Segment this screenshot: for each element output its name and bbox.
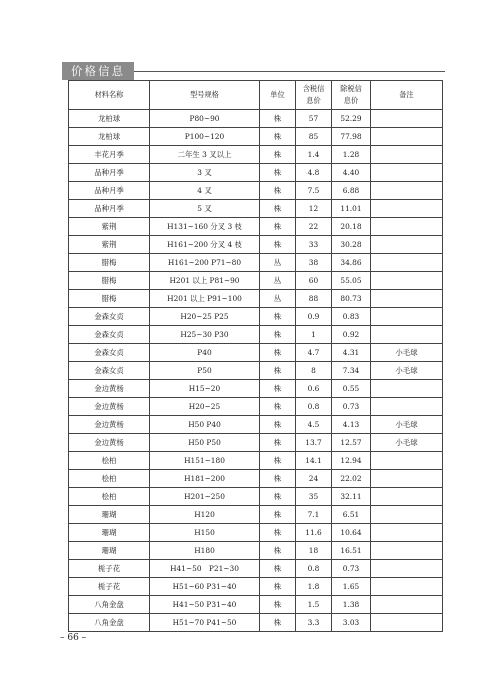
table-row — [69, 344, 443, 362]
cell-tax-excl-price: 10.64 — [332, 524, 371, 542]
section-divider — [134, 71, 445, 72]
header-tax-excl-price: 除税信息价 — [332, 81, 371, 110]
cell-unit: 株 — [260, 524, 296, 542]
price-table — [68, 80, 443, 632]
cell-tax-incl-price: 3.3 — [296, 614, 332, 632]
cell-tax-excl-price: 0.73 — [332, 560, 371, 578]
cell-unit: 株 — [260, 542, 296, 560]
table-row — [69, 326, 443, 344]
cell-material-name: 金边黄杨 — [69, 416, 150, 434]
cell-material-name: 八角金盘 — [69, 614, 150, 632]
cell-tax-incl-price: 14.1 — [296, 452, 332, 470]
cell-material-name: 腊梅 — [69, 272, 150, 290]
cell-tax-excl-price: 4.13 — [332, 416, 371, 434]
cell-material-name: 金森女贞 — [69, 308, 150, 326]
table-row — [69, 488, 443, 506]
cell-spec: H50 P50 — [150, 434, 260, 452]
cell-spec: H180 — [150, 542, 260, 560]
cell-tax-excl-price: 55.05 — [332, 272, 371, 290]
cell-spec: H161~200 分叉 4 枝 — [150, 236, 260, 254]
table-row — [69, 434, 443, 452]
cell-spec: H20~25 — [150, 398, 260, 416]
table-row — [69, 110, 443, 128]
cell-spec: H201 以上 P91~100 — [150, 290, 260, 308]
cell-spec: P80~90 — [150, 110, 260, 128]
cell-note — [371, 380, 443, 398]
cell-tax-excl-price: 32.11 — [332, 488, 371, 506]
cell-tax-incl-price: 7.1 — [296, 506, 332, 524]
cell-tax-excl-price: 52.29 — [332, 110, 371, 128]
cell-note: 小毛球 — [371, 434, 443, 452]
cell-unit: 株 — [260, 128, 296, 146]
cell-unit: 株 — [260, 326, 296, 344]
cell-spec: H161~200 P71~80 — [150, 254, 260, 272]
cell-unit: 株 — [260, 560, 296, 578]
table-row — [69, 128, 443, 146]
cell-note — [371, 290, 443, 308]
cell-tax-incl-price: 38 — [296, 254, 332, 272]
cell-tax-excl-price: 1.28 — [332, 146, 371, 164]
cell-unit: 丛 — [260, 254, 296, 272]
cell-material-name: 腊梅 — [69, 254, 150, 272]
cell-tax-excl-price: 22.02 — [332, 470, 371, 488]
cell-tax-excl-price: 12.57 — [332, 434, 371, 452]
cell-note — [371, 308, 443, 326]
table-row — [69, 470, 443, 488]
cell-tax-incl-price: 4.7 — [296, 344, 332, 362]
cell-material-name: 八角金盘 — [69, 596, 150, 614]
cell-note — [371, 200, 443, 218]
cell-material-name: 金森女贞 — [69, 362, 150, 380]
table-row — [69, 254, 443, 272]
cell-material-name: 龙柏球 — [69, 110, 150, 128]
cell-unit: 株 — [260, 182, 296, 200]
cell-unit: 株 — [260, 452, 296, 470]
cell-spec: H151~180 — [150, 452, 260, 470]
cell-material-name: 金森女贞 — [69, 326, 150, 344]
cell-note — [371, 146, 443, 164]
cell-note — [371, 470, 443, 488]
cell-spec: H201 以上 P81~90 — [150, 272, 260, 290]
table-row — [69, 398, 443, 416]
cell-unit: 株 — [260, 578, 296, 596]
cell-unit: 株 — [260, 110, 296, 128]
cell-note — [371, 506, 443, 524]
cell-note: 小毛球 — [371, 362, 443, 380]
cell-unit: 株 — [260, 596, 296, 614]
table-row — [69, 308, 443, 326]
cell-unit: 株 — [260, 164, 296, 182]
table-row — [69, 200, 443, 218]
cell-tax-incl-price: 88 — [296, 290, 332, 308]
table-row — [69, 218, 443, 236]
cell-spec: 5 叉 — [150, 200, 260, 218]
table-row — [69, 146, 443, 164]
cell-material-name: 桧柏 — [69, 452, 150, 470]
cell-tax-incl-price: 22 — [296, 218, 332, 236]
cell-tax-incl-price: 57 — [296, 110, 332, 128]
header-tax-incl-price: 含税信息价 — [296, 81, 332, 110]
cell-material-name: 丰花月季 — [69, 146, 150, 164]
cell-note — [371, 560, 443, 578]
cell-spec: H15~20 — [150, 380, 260, 398]
cell-tax-excl-price: 4.40 — [332, 164, 371, 182]
header-spec: 型号规格 — [150, 81, 260, 110]
cell-tax-excl-price: 0.73 — [332, 398, 371, 416]
table-row — [69, 578, 443, 596]
cell-spec: H131~160 分叉 3 枝 — [150, 218, 260, 236]
table-row — [69, 272, 443, 290]
cell-tax-excl-price: 12.94 — [332, 452, 371, 470]
cell-unit: 株 — [260, 398, 296, 416]
cell-note — [371, 452, 443, 470]
cell-unit: 株 — [260, 470, 296, 488]
section-title: 价格信息 — [71, 64, 125, 78]
cell-spec: 二年生 3 叉以上 — [150, 146, 260, 164]
cell-material-name: 栀子花 — [69, 560, 150, 578]
cell-tax-incl-price: 33 — [296, 236, 332, 254]
table-row — [69, 164, 443, 182]
cell-note — [371, 110, 443, 128]
cell-spec: H25~30 P30 — [150, 326, 260, 344]
cell-material-name: 珊瑚 — [69, 542, 150, 560]
cell-unit: 株 — [260, 362, 296, 380]
cell-note — [371, 398, 443, 416]
cell-unit: 株 — [260, 146, 296, 164]
cell-note — [371, 614, 443, 632]
table-row — [69, 542, 443, 560]
cell-tax-excl-price: 20.18 — [332, 218, 371, 236]
cell-spec: H51~70 P41~50 — [150, 614, 260, 632]
cell-spec: H50 P40 — [150, 416, 260, 434]
cell-tax-excl-price: 1.38 — [332, 596, 371, 614]
cell-tax-excl-price: 4.31 — [332, 344, 371, 362]
page-number: – 66 – — [60, 633, 87, 643]
table-row — [69, 290, 443, 308]
cell-material-name: 栀子花 — [69, 578, 150, 596]
table-row — [69, 182, 443, 200]
cell-tax-incl-price: 12 — [296, 200, 332, 218]
cell-spec: P40 — [150, 344, 260, 362]
cell-tax-excl-price: 16.51 — [332, 542, 371, 560]
cell-spec: H201~250 — [150, 488, 260, 506]
cell-material-name: 品种月季 — [69, 182, 150, 200]
cell-spec: H20~25 P25 — [150, 308, 260, 326]
cell-unit: 株 — [260, 488, 296, 506]
cell-tax-incl-price: 7.5 — [296, 182, 332, 200]
cell-spec: H120 — [150, 506, 260, 524]
cell-tax-excl-price: 11.01 — [332, 200, 371, 218]
cell-spec: P100~120 — [150, 128, 260, 146]
cell-spec: H41~50 P21~30 — [150, 560, 260, 578]
table-row — [69, 614, 443, 632]
cell-tax-incl-price: 0.6 — [296, 380, 332, 398]
cell-material-name: 品种月季 — [69, 200, 150, 218]
cell-note — [371, 182, 443, 200]
cell-unit: 丛 — [260, 290, 296, 308]
table-row — [69, 362, 443, 380]
cell-unit: 株 — [260, 416, 296, 434]
cell-tax-incl-price: 4.8 — [296, 164, 332, 182]
cell-unit: 株 — [260, 614, 296, 632]
cell-spec: 3 叉 — [150, 164, 260, 182]
cell-note: 小毛球 — [371, 416, 443, 434]
cell-note — [371, 524, 443, 542]
table-row — [69, 452, 443, 470]
cell-spec: P50 — [150, 362, 260, 380]
cell-unit: 株 — [260, 506, 296, 524]
cell-tax-incl-price: 1.4 — [296, 146, 332, 164]
table-row — [69, 416, 443, 434]
cell-material-name: 珊瑚 — [69, 506, 150, 524]
table-row — [69, 560, 443, 578]
header-note: 备注 — [371, 81, 443, 110]
table-row — [69, 596, 443, 614]
cell-spec: 4 叉 — [150, 182, 260, 200]
cell-tax-incl-price: 0.8 — [296, 398, 332, 416]
cell-note: 小毛球 — [371, 344, 443, 362]
cell-note — [371, 542, 443, 560]
table-body — [69, 110, 443, 632]
cell-unit: 株 — [260, 344, 296, 362]
cell-unit: 株 — [260, 200, 296, 218]
cell-tax-incl-price: 4.5 — [296, 416, 332, 434]
cell-material-name: 珊瑚 — [69, 524, 150, 542]
cell-tax-excl-price: 0.92 — [332, 326, 371, 344]
cell-tax-excl-price: 34.86 — [332, 254, 371, 272]
cell-unit: 株 — [260, 308, 296, 326]
header-material-name: 材料名称 — [69, 81, 150, 110]
cell-tax-excl-price: 3.03 — [332, 614, 371, 632]
cell-tax-excl-price: 6.88 — [332, 182, 371, 200]
cell-unit: 株 — [260, 380, 296, 398]
cell-note — [371, 236, 443, 254]
cell-spec: H51~60 P31~40 — [150, 578, 260, 596]
cell-spec: H41~50 P31~40 — [150, 596, 260, 614]
cell-unit: 株 — [260, 218, 296, 236]
cell-tax-incl-price: 0.8 — [296, 560, 332, 578]
cell-material-name: 品种月季 — [69, 164, 150, 182]
cell-unit: 丛 — [260, 272, 296, 290]
cell-material-name: 桧柏 — [69, 470, 150, 488]
cell-tax-incl-price: 11.6 — [296, 524, 332, 542]
cell-spec: H181~200 — [150, 470, 260, 488]
cell-tax-incl-price: 85 — [296, 128, 332, 146]
cell-material-name: 紫荆 — [69, 236, 150, 254]
table-row — [69, 236, 443, 254]
cell-tax-excl-price: 1.65 — [332, 578, 371, 596]
cell-tax-excl-price: 77.98 — [332, 128, 371, 146]
table-row — [69, 506, 443, 524]
cell-tax-incl-price: 60 — [296, 272, 332, 290]
cell-tax-excl-price: 80.73 — [332, 290, 371, 308]
cell-unit: 株 — [260, 236, 296, 254]
cell-material-name: 金边黄杨 — [69, 434, 150, 452]
cell-material-name: 金森女贞 — [69, 344, 150, 362]
cell-note — [371, 272, 443, 290]
header-unit: 单位 — [260, 81, 296, 110]
cell-tax-incl-price: 13.7 — [296, 434, 332, 452]
cell-note — [371, 578, 443, 596]
cell-tax-incl-price: 0.9 — [296, 308, 332, 326]
cell-note — [371, 128, 443, 146]
cell-material-name: 金边黄杨 — [69, 398, 150, 416]
cell-material-name: 龙柏球 — [69, 128, 150, 146]
cell-tax-excl-price: 6.51 — [332, 506, 371, 524]
cell-spec: H150 — [150, 524, 260, 542]
table-row — [69, 380, 443, 398]
cell-note — [371, 596, 443, 614]
cell-note — [371, 164, 443, 182]
cell-tax-excl-price: 0.55 — [332, 380, 371, 398]
cell-tax-incl-price: 1.5 — [296, 596, 332, 614]
cell-unit: 株 — [260, 434, 296, 452]
cell-tax-excl-price: 0.83 — [332, 308, 371, 326]
cell-tax-incl-price: 24 — [296, 470, 332, 488]
cell-tax-excl-price: 30.28 — [332, 236, 371, 254]
cell-material-name: 紫荆 — [69, 218, 150, 236]
cell-tax-excl-price: 7.34 — [332, 362, 371, 380]
cell-tax-incl-price: 1.8 — [296, 578, 332, 596]
cell-tax-incl-price: 35 — [296, 488, 332, 506]
cell-note — [371, 488, 443, 506]
cell-material-name: 腊梅 — [69, 290, 150, 308]
cell-note — [371, 326, 443, 344]
cell-material-name: 桧柏 — [69, 488, 150, 506]
table-row — [69, 524, 443, 542]
cell-tax-incl-price: 1 — [296, 326, 332, 344]
cell-material-name: 金边黄杨 — [69, 380, 150, 398]
cell-tax-incl-price: 8 — [296, 362, 332, 380]
table-header-row — [69, 81, 443, 110]
cell-note — [371, 218, 443, 236]
cell-note — [371, 254, 443, 272]
cell-tax-incl-price: 18 — [296, 542, 332, 560]
